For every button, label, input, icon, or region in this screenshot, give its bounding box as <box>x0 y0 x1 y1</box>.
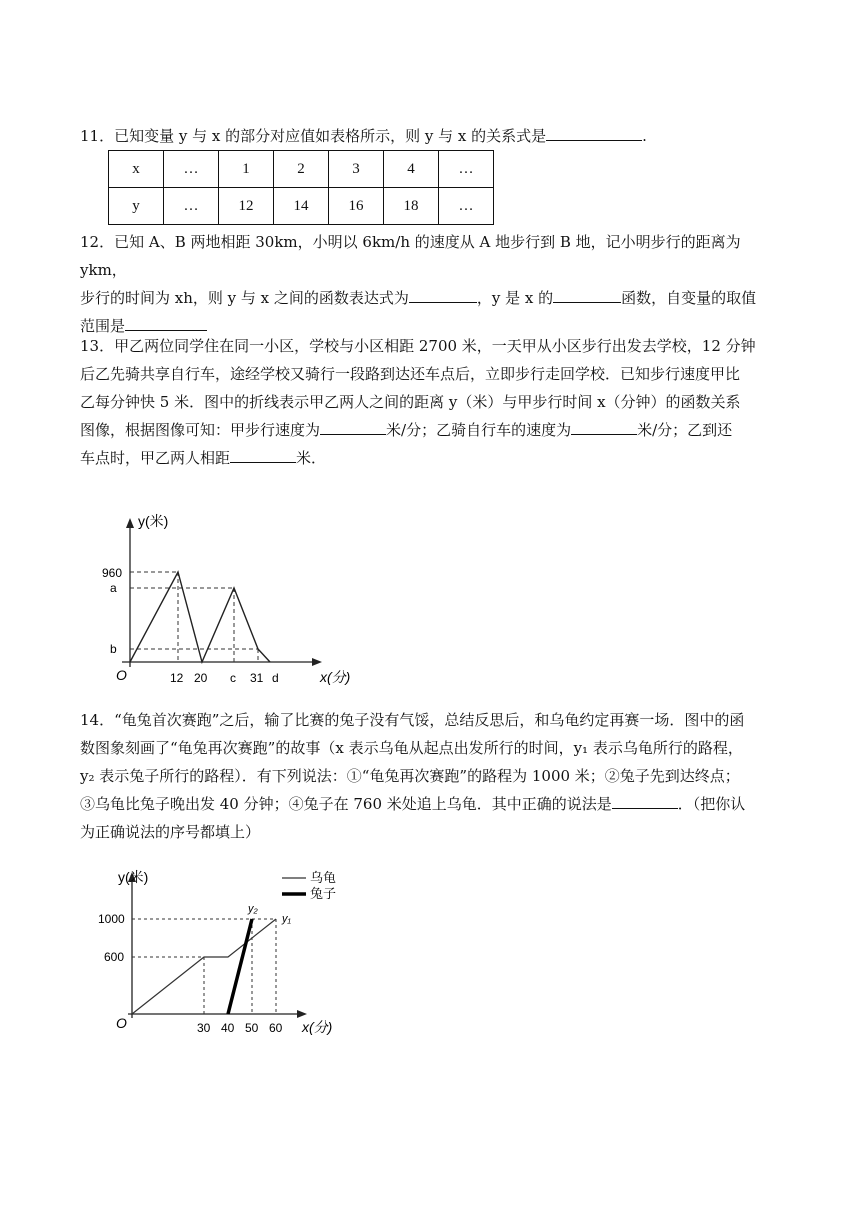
q13-answer-blank-3[interactable] <box>230 446 296 463</box>
q13-line2: 后乙先骑共享自行车，途经学校又骑行一段路到达还车点后，立即步行走回学校．已知步行速度甲比 <box>80 365 741 383</box>
q13-line3: 乙每分钟快 5 米．图中的折线表示甲乙两人之间的距离 y（米）与甲步行时间 x（分钟）的函数关系 <box>80 393 741 411</box>
table-cell: 4 <box>384 151 439 188</box>
y-tick-label: a <box>110 581 117 595</box>
q12-text: 步行的时间为 xh，则 y 与 x 之间的函数表达式为 <box>80 289 409 307</box>
q13-line5 <box>80 444 780 472</box>
x-tick-label: 30 <box>197 1021 211 1035</box>
table-cell: x <box>109 151 164 188</box>
q14-line5: 为正确说法的序号都填上） <box>80 823 261 841</box>
q14-line1: 14．“龟兔首次赛跑”之后，输了比赛的兔子没有气馁，总结反思后，和乌龟约定再赛一场．图中的函 <box>80 711 745 729</box>
q12-line2 <box>80 284 780 312</box>
x-axis-arrow-icon <box>312 658 322 666</box>
table-cell: … <box>439 151 494 188</box>
x-axis-label: x(分) <box>302 1019 333 1035</box>
question-13 <box>80 332 780 472</box>
q12-line1: 12．已知 A、B 两地相距 30km，小明以 6km/h 的速度从 A 地步行到 B 地，记小明步行的距离为 ykm， <box>80 233 741 279</box>
q11-tail: . <box>642 127 647 145</box>
curve-label: y₂ <box>248 903 258 915</box>
q12-answer-blank-1[interactable] <box>409 286 477 303</box>
origin-label: O <box>116 667 127 683</box>
x-tick-label: 60 <box>269 1021 283 1035</box>
q13-text: 米/分；乙骑自行车的速度为 <box>386 421 572 439</box>
q11-answer-blank[interactable] <box>546 124 642 141</box>
q14-line4 <box>80 790 780 818</box>
table-cell: … <box>439 188 494 225</box>
y-axis-label: y(米) <box>138 513 169 529</box>
q12-answer-blank-2[interactable] <box>553 286 621 303</box>
y-tick-label: 1000 <box>98 912 125 926</box>
y-axis-label: y(米) <box>118 869 149 885</box>
q13-text: 米． <box>296 449 327 467</box>
legend-label: 兔子 <box>310 886 337 901</box>
table-cell: … <box>164 188 219 225</box>
q13-graph <box>100 512 351 692</box>
q14-graph <box>98 866 358 1044</box>
q13-line1: 13．甲乙两位同学住在同一小区，学校与小区相距 2700 米，一天甲从小区步行出发去学校，12 分钟 <box>80 337 756 355</box>
q14-text: ③乌龟比兔子晚出发 40 分钟；④兔子在 760 米处追上乌龟．其中正确的说法是 <box>80 795 612 813</box>
value-table <box>108 150 494 225</box>
table-cell: 12 <box>219 188 274 225</box>
x-tick-label: 40 <box>221 1021 235 1035</box>
q13-line4 <box>80 416 780 444</box>
x-tick-label: 31 <box>250 671 264 685</box>
y-tick-label: 600 <box>104 950 125 964</box>
q11-body: 已知变量 y 与 x 的部分对应值如表格所示，则 y 与 x 的关系式是 <box>114 127 547 145</box>
table-cell: 3 <box>329 151 384 188</box>
curve-label: y₁ <box>282 913 291 925</box>
y-axis-arrow-icon <box>126 518 134 528</box>
question-11 <box>80 122 780 150</box>
q12-text: 范围是 <box>80 317 126 335</box>
legend-label: 乌龟 <box>310 870 337 885</box>
q13-text: 图像，根据图像可知：甲步行速度为 <box>80 421 321 439</box>
table-row-y <box>109 188 494 225</box>
q14-answer-blank[interactable] <box>612 792 678 809</box>
table-cell: 16 <box>329 188 384 225</box>
table-cell: 14 <box>274 188 329 225</box>
x-tick-label: 20 <box>194 671 208 685</box>
y-tick-label: b <box>110 642 117 656</box>
table-cell: 2 <box>274 151 329 188</box>
table-row-x <box>109 151 494 188</box>
question-14 <box>80 706 780 846</box>
q11-text: 11． <box>80 127 115 145</box>
x-tick-label: 50 <box>245 1021 259 1035</box>
q14-line2: 数图象刻画了“龟兔再次赛跑”的故事（x 表示乌龟从起点出发所行的时间，y₁ 表示乌龟所行的路程， <box>80 739 743 757</box>
x-tick-label: d <box>272 671 279 685</box>
series-line-rabbit <box>228 919 252 1014</box>
x-axis-arrow-icon <box>297 1010 307 1018</box>
q12-answer-blank-3[interactable] <box>125 314 207 331</box>
q13-text: 车点时，甲乙两人相距 <box>80 449 231 467</box>
q12-text: 函数，自变量的取值 <box>621 289 757 307</box>
table-cell: … <box>164 151 219 188</box>
q13-answer-blank-1[interactable] <box>320 418 386 435</box>
table-cell: 18 <box>384 188 439 225</box>
q14-text: ．（把你认 <box>677 795 746 813</box>
table-cell: y <box>109 188 164 225</box>
q13-text: 米/分；乙到还 <box>637 421 733 439</box>
x-tick-label: 12 <box>170 671 184 685</box>
q14-line3: y₂ 表示兔子所行的路程）．有下列说法：①“龟兔再次赛跑”的路程为 1000 米；②兔子先到达终点； <box>80 767 740 785</box>
y-tick-label: 960 <box>102 566 123 580</box>
question-12 <box>80 228 780 340</box>
x-tick-label: c <box>230 671 236 685</box>
table-cell: 1 <box>219 151 274 188</box>
q12-text: ，y 是 x 的 <box>476 289 554 307</box>
x-axis-label: x(分) <box>320 669 351 685</box>
origin-label: O <box>116 1015 127 1031</box>
q13-answer-blank-2[interactable] <box>571 418 637 435</box>
